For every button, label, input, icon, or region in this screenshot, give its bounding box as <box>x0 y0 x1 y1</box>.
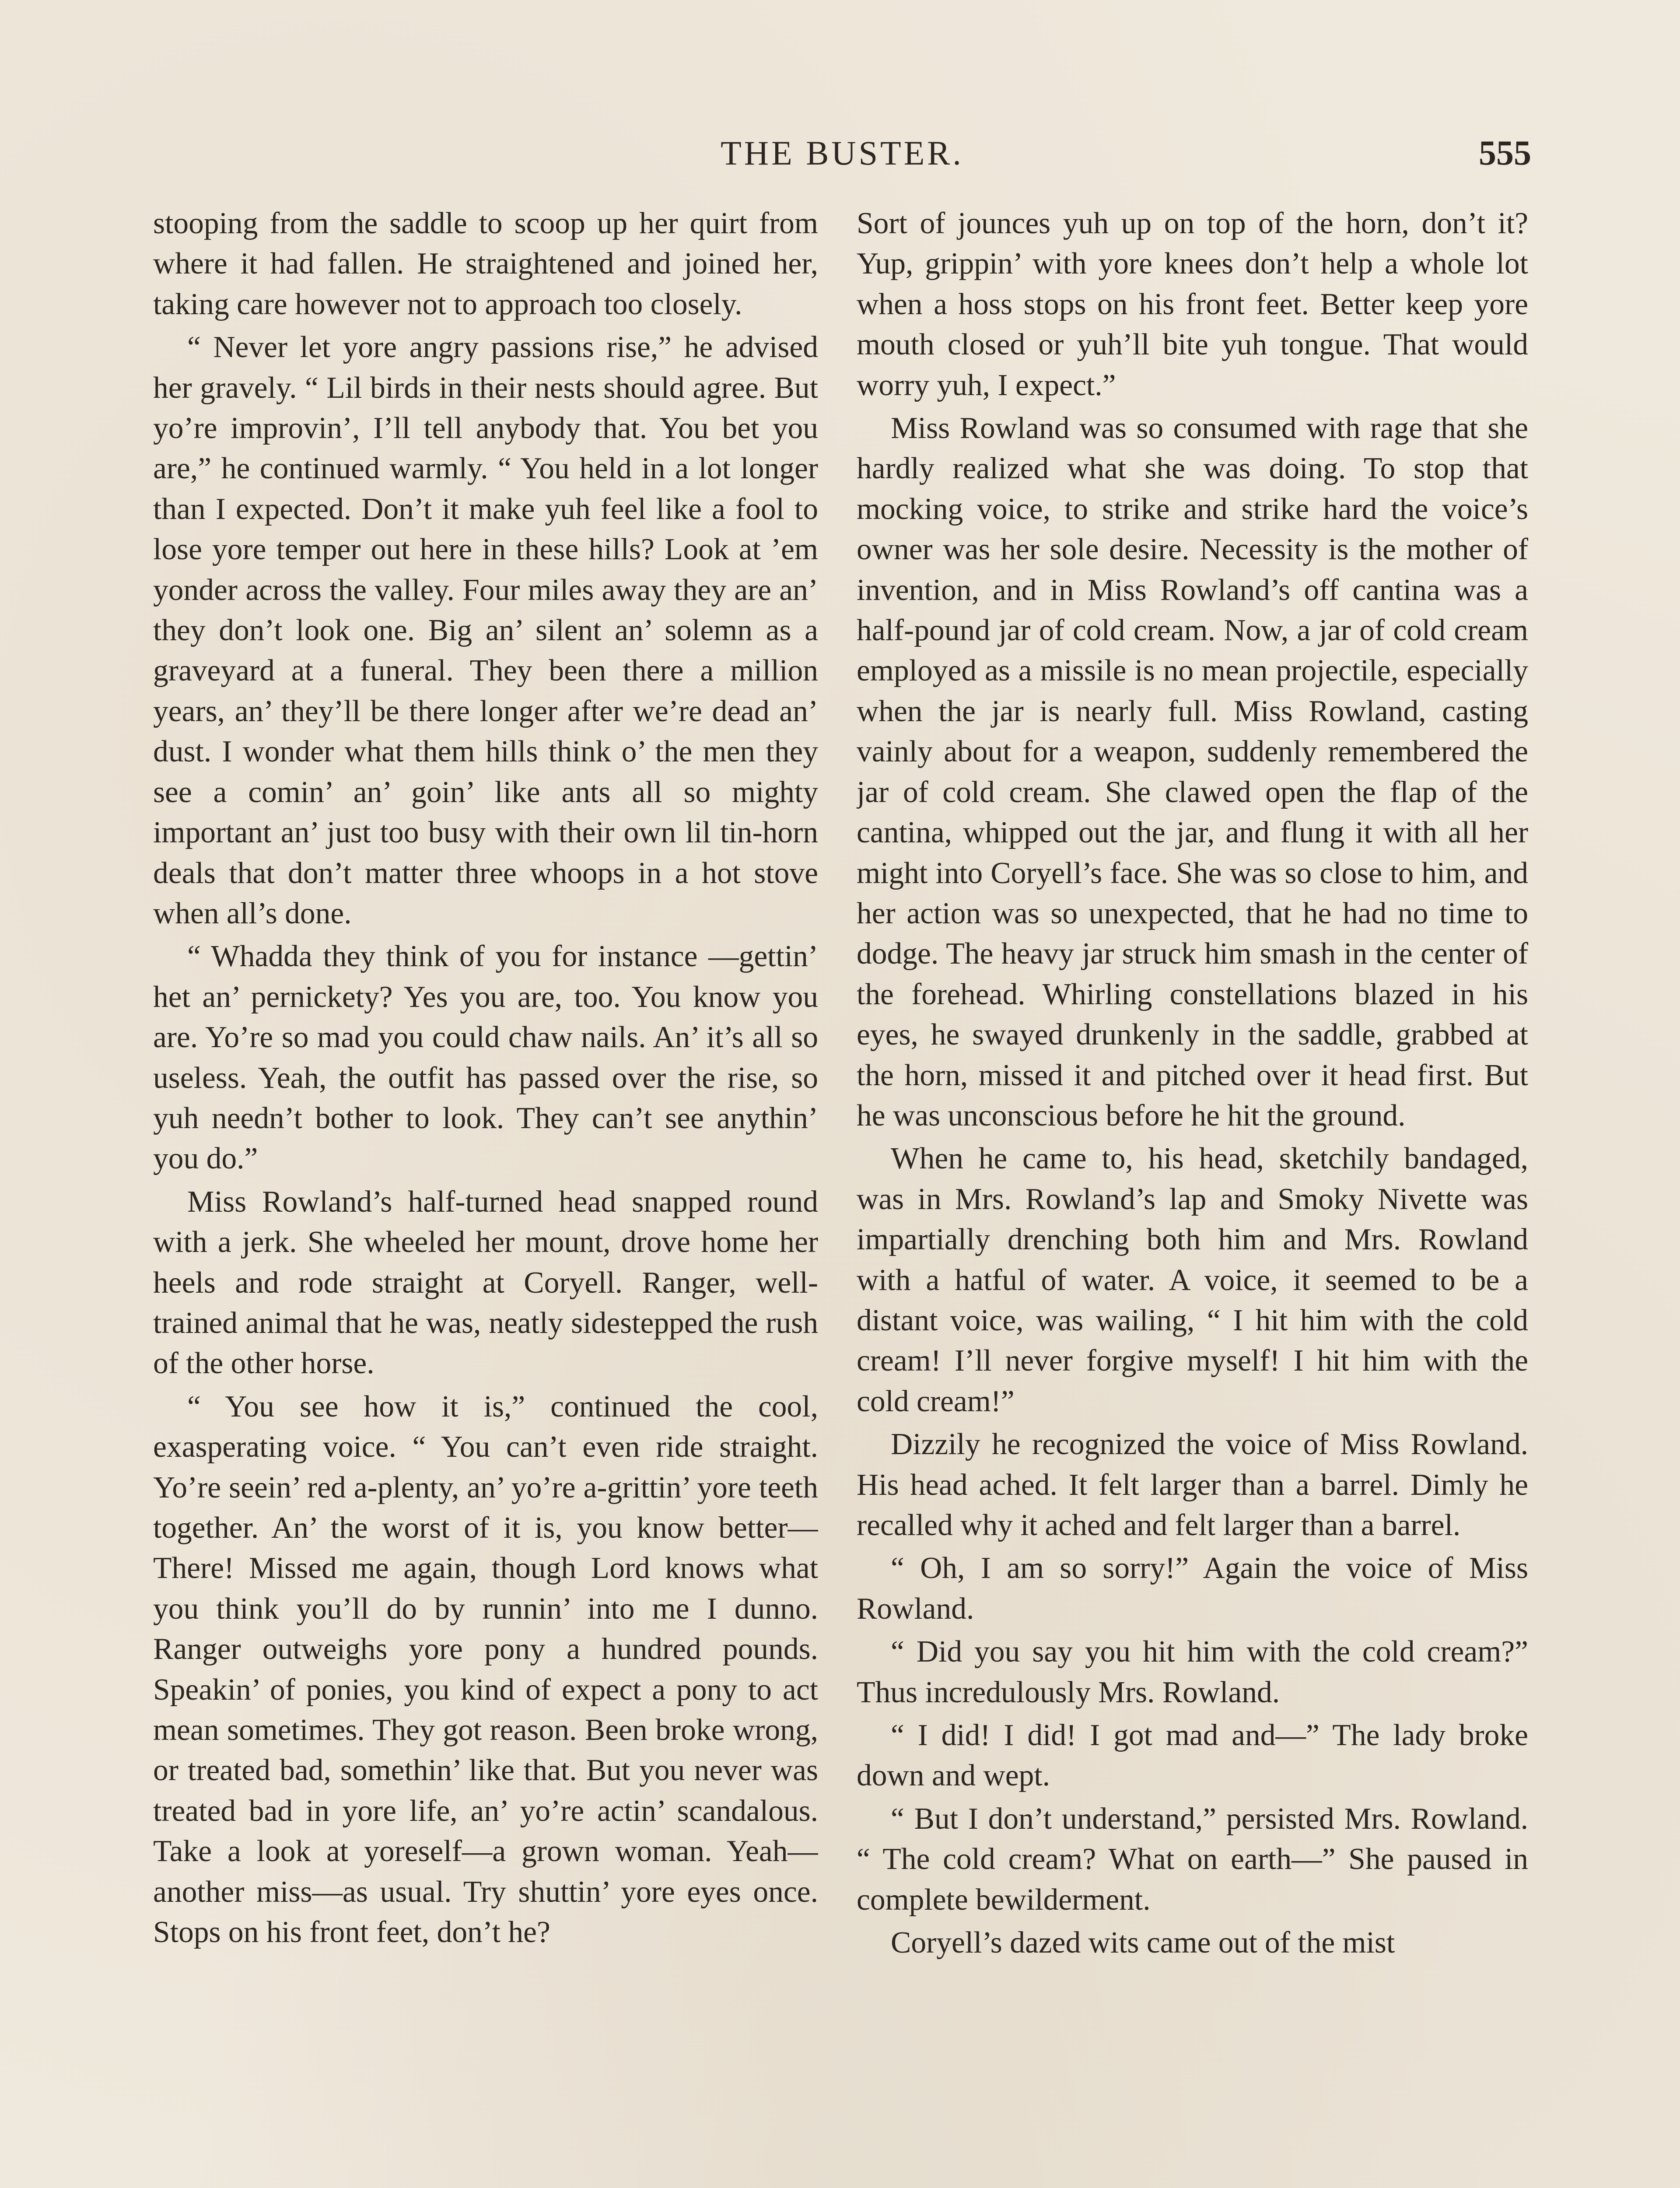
page-number: 555 <box>1479 134 1531 172</box>
paragraph: “ But I don’t understand,” persisted Mrs. Rowland. “ The cold cream? What on earth—” She paused in complete bewilderment. <box>857 1802 1528 1917</box>
page-header <box>153 129 1531 177</box>
paragraph: Miss Rowland’s half-turned head snapped round with a jerk. She wheeled her mount, drove home her heels and rode straight at Coryell. Ranger, well-trained animal that he was, neatly sidestepped the rush of the other horse. <box>153 1185 818 1381</box>
paragraph: stooping from the saddle to scoop up her quirt from where it had fallen. He straightened and joined her, taking care however not to approach too closely. <box>153 207 818 321</box>
paragraph: When he came to, his head, sketchily bandaged, was in Mrs. Rowland’s lap and Smoky Nivette was impartially drenching both him and Mrs. Rowland with a hatful of water. A voice, it seemed to be a distant voice, was wailing, “ I hit him with the cold cream! I’ll never forgive myself! I hit him with the cold cream!” <box>857 1142 1528 1418</box>
paragraph: “ Did you say you hit him with the cold cream?” Thus incredulously Mrs. Rowland. <box>857 1635 1528 1709</box>
paragraph: “ Oh, I am so sorry!” Again the voice of Miss Rowland. <box>857 1551 1528 1626</box>
paragraph: Coryell’s dazed wits came out of the mist <box>891 1926 1395 1960</box>
left-column <box>153 203 818 2188</box>
paragraph: “ Whadda they think of you for instance —gettin’ het an’ pernickety? Yes you are, too. You know you are. Yo’re so mad you could chaw nails. An’ it’s all so useless. Yeah, the outfit has passed over the rise, so yuh needn’t bother to look. They can’t see anythin’ you do.” <box>153 940 818 1176</box>
paragraph: “ Never let yore angry passions rise,” he advised her gravely. “ Lil birds in their nests should agree. But yo’re improvin’, I’ll tell anybody that. You bet you are,” he continued warmly. “ You held in a lot longer than I expected. Don’t it make yuh feel like a fool to lose yore temper out here in these hills? Look at ’em yonder across the valley. Four miles away they are an’ they don’t look one. Big an’ silent an’ solemn as a graveyard at a funeral. They been there a million years, an’ they’ll be there longer after we’re dead an’ dust. I wonder what them hills think o’ the men they see a comin’ an’ goin’ like ants all so mighty important an’ just too busy with their own lil tin-horn deals that don’t matter three whoops in a hot stove when all’s done. <box>153 330 818 930</box>
running-title: THE BUSTER. <box>721 134 964 172</box>
right-column <box>857 203 1528 2188</box>
paragraph: Sort of jounces yuh up on top of the horn, don’t it? Yup, grippin’ with yore knees don’t help a whole lot when a hoss stops on his front feet. Better keep yore mouth closed or yuh’ll bite yuh tongue. That would worry yuh, I expect.” <box>857 207 1528 402</box>
paragraph: “ You see how it is,” continued the cool, exasperating voice. “ You can’t even ride straight. Yo’re seein’ red a-plenty, an’ yo’re a-grittin’ yore teeth together. An’ the worst of it is, you know better—There! Missed me again, though Lord knows what you think you’ll do by runnin’ into me I dunno. Ranger outweighs yore pony a hundred pounds. Speakin’ of ponies, you kind of expect a pony to act mean sometimes. They got reason. Been broke wrong, or treated bad, somethin’ like that. But you never was treated bad in yore life, an’ yo’re actin’ scandalous. Take a look at yoreself—a grown woman. Yeah—another miss—as usual. Try shuttin’ yore eyes once. Stops on his front feet, don’t he? <box>153 1389 818 1950</box>
paragraph: Miss Rowland was so consumed with rage that she hardly realized what she was doing. To stop that mocking voice, to strike and strike hard the voice’s owner was her sole desire. Necessity is the mother of invention, and in Miss Rowland’s off cantina was a half-pound jar of cold cream. Now, a jar of cold cream employed as a missile is no mean projectile, especially when the jar is nearly full. Miss Rowland, casting vainly about for a weapon, suddenly remembered the jar of cold cream. She clawed open the flap of the cantina, whipped out the jar, and flung it with all her might into Coryell’s face. She was so close to him, and her action was so unexpected, that he had no time to dodge. The heavy jar struck him smash in the center of the forehead. Whirling constellations blazed in his eyes, he swayed drunkenly in the saddle, grabbed at the horn, missed it and pitched over it head first. But he was unconscious before he hit the ground. <box>857 411 1528 1133</box>
paragraph: “ I did! I did! I got mad and—” The lady broke down and wept. <box>857 1718 1528 1793</box>
paragraph: Dizzily he recognized the voice of Miss Rowland. His head ached. It felt larger than a barrel. Dimly he recalled why it ached and felt larger than a barrel. <box>857 1427 1528 1542</box>
